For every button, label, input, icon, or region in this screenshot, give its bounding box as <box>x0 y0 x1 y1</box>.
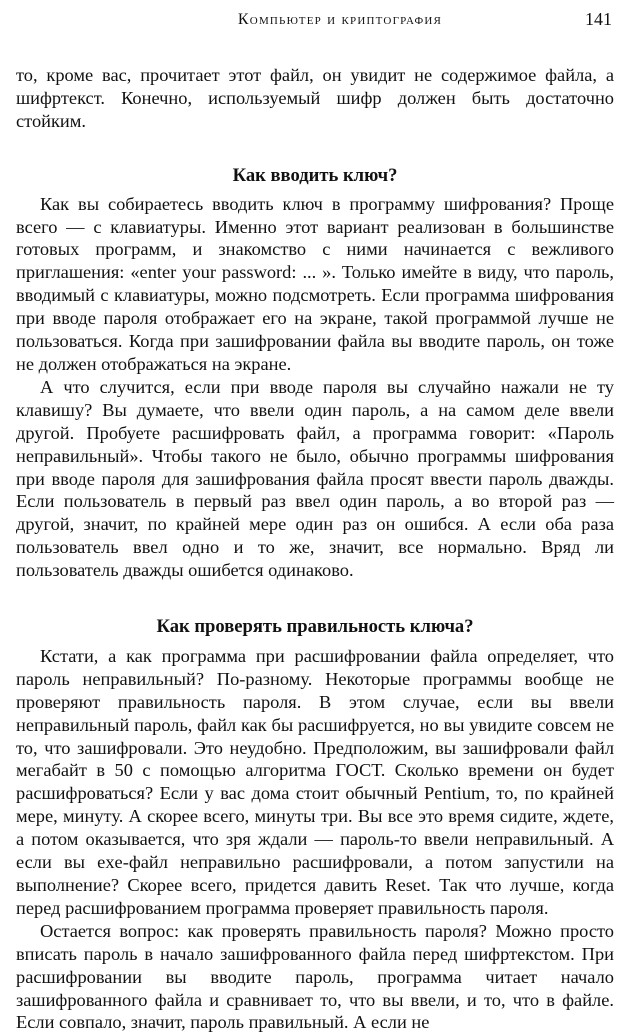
running-head <box>16 0 614 40</box>
paragraph-continued: то, кроме вас, прочитает этот файл, он увидит не содержимое файла, а шифртекст. Конечно, используемый шифр должен быть достаточно стойким. <box>16 65 614 131</box>
paragraph: Остается вопрос: как проверять правильность пароля? Можно просто вписать пароль в начало зашифрованного файла перед шифртекстом. При расшифровании вы вводите пароль, программа читает начало зашифрованного файла и сравнивает то, что вы ввели, и то, что в файле. Если совпало, значит, пароль правильный. А если не <box>16 920 614 1033</box>
text-body <box>16 64 614 1034</box>
section-heading-enter-key: Как вводить ключ? <box>232 164 398 186</box>
paragraph: Кстати, а как программа при расшифровании файла определяет, что пароль неправильный? По-разному. Некоторые программы вообще не проверяют правильность пароля. В этом случае, если вы ввели неправильный пароль, файл как бы расшифруется, но вы увидите совсем не то, что зашифровали. Это неудобно. Предположим, вы зашифровали файл мегабайт в 50 с помощью алгоритма ГОСТ. Сколько времени он будет расшифроваться? Если у вас дома стоит обычный Pentium, то, по крайней мере, минуту. А скорее всего, минуты три. Вы все это время сидите, ждете, а потом оказывается, что зря ждали — пароль-то ввели неправильный. А если вы exe-файл неправильно расшифровали, а потом запустили на выполнение? Скорее всего, придется давить Reset. Так что лучше, когда перед расшифрованием программа проверяет правильность пароля. <box>16 645 614 918</box>
paragraph: Как вы собираетесь вводить ключ в программу шифрования? Проще всего — с клавиатуры. Именно этот вариант реализован в большинстве готовых программ, и знакомство с ними начинается с вежливого приглашения: «enter your password: ... ». Только имейте в виду, что пароль, вводимый с клавиатуры, можно подсмотреть. Если программа шифрования при вводе пароля отображает его на экране, такой программой лучше не пользоваться. Когда при зашифровании файла вы вводите пароль, он тоже не должен отображаться на экране. <box>16 193 614 374</box>
book-page <box>16 0 614 1034</box>
paragraph: А что случится, если при вводе пароля вы случайно нажали не ту клавишу? Вы думаете, что ввели один пароль, а на самом деле ввели другой. Пробуете расшифровать файл, а программа говорит: «Пароль неправильный». Чтобы такого не было, обычно программы шифрования при вводе пароля для зашифрования файла просят ввести пароль дважды. Если пользователь в первый раз ввел один пароль, а во второй раз — другой, значит, по крайней мере один раз он ошибся. А если оба раза пользователь ввел одно и то же, значит, все нормально. Вряд ли пользователь дважды ошибется одинаково. <box>16 376 614 581</box>
running-title: Компьютер и криптография <box>237 11 443 28</box>
page-number: 141 <box>585 9 612 29</box>
section-heading-check-key: Как проверять правильность ключа? <box>156 616 474 638</box>
